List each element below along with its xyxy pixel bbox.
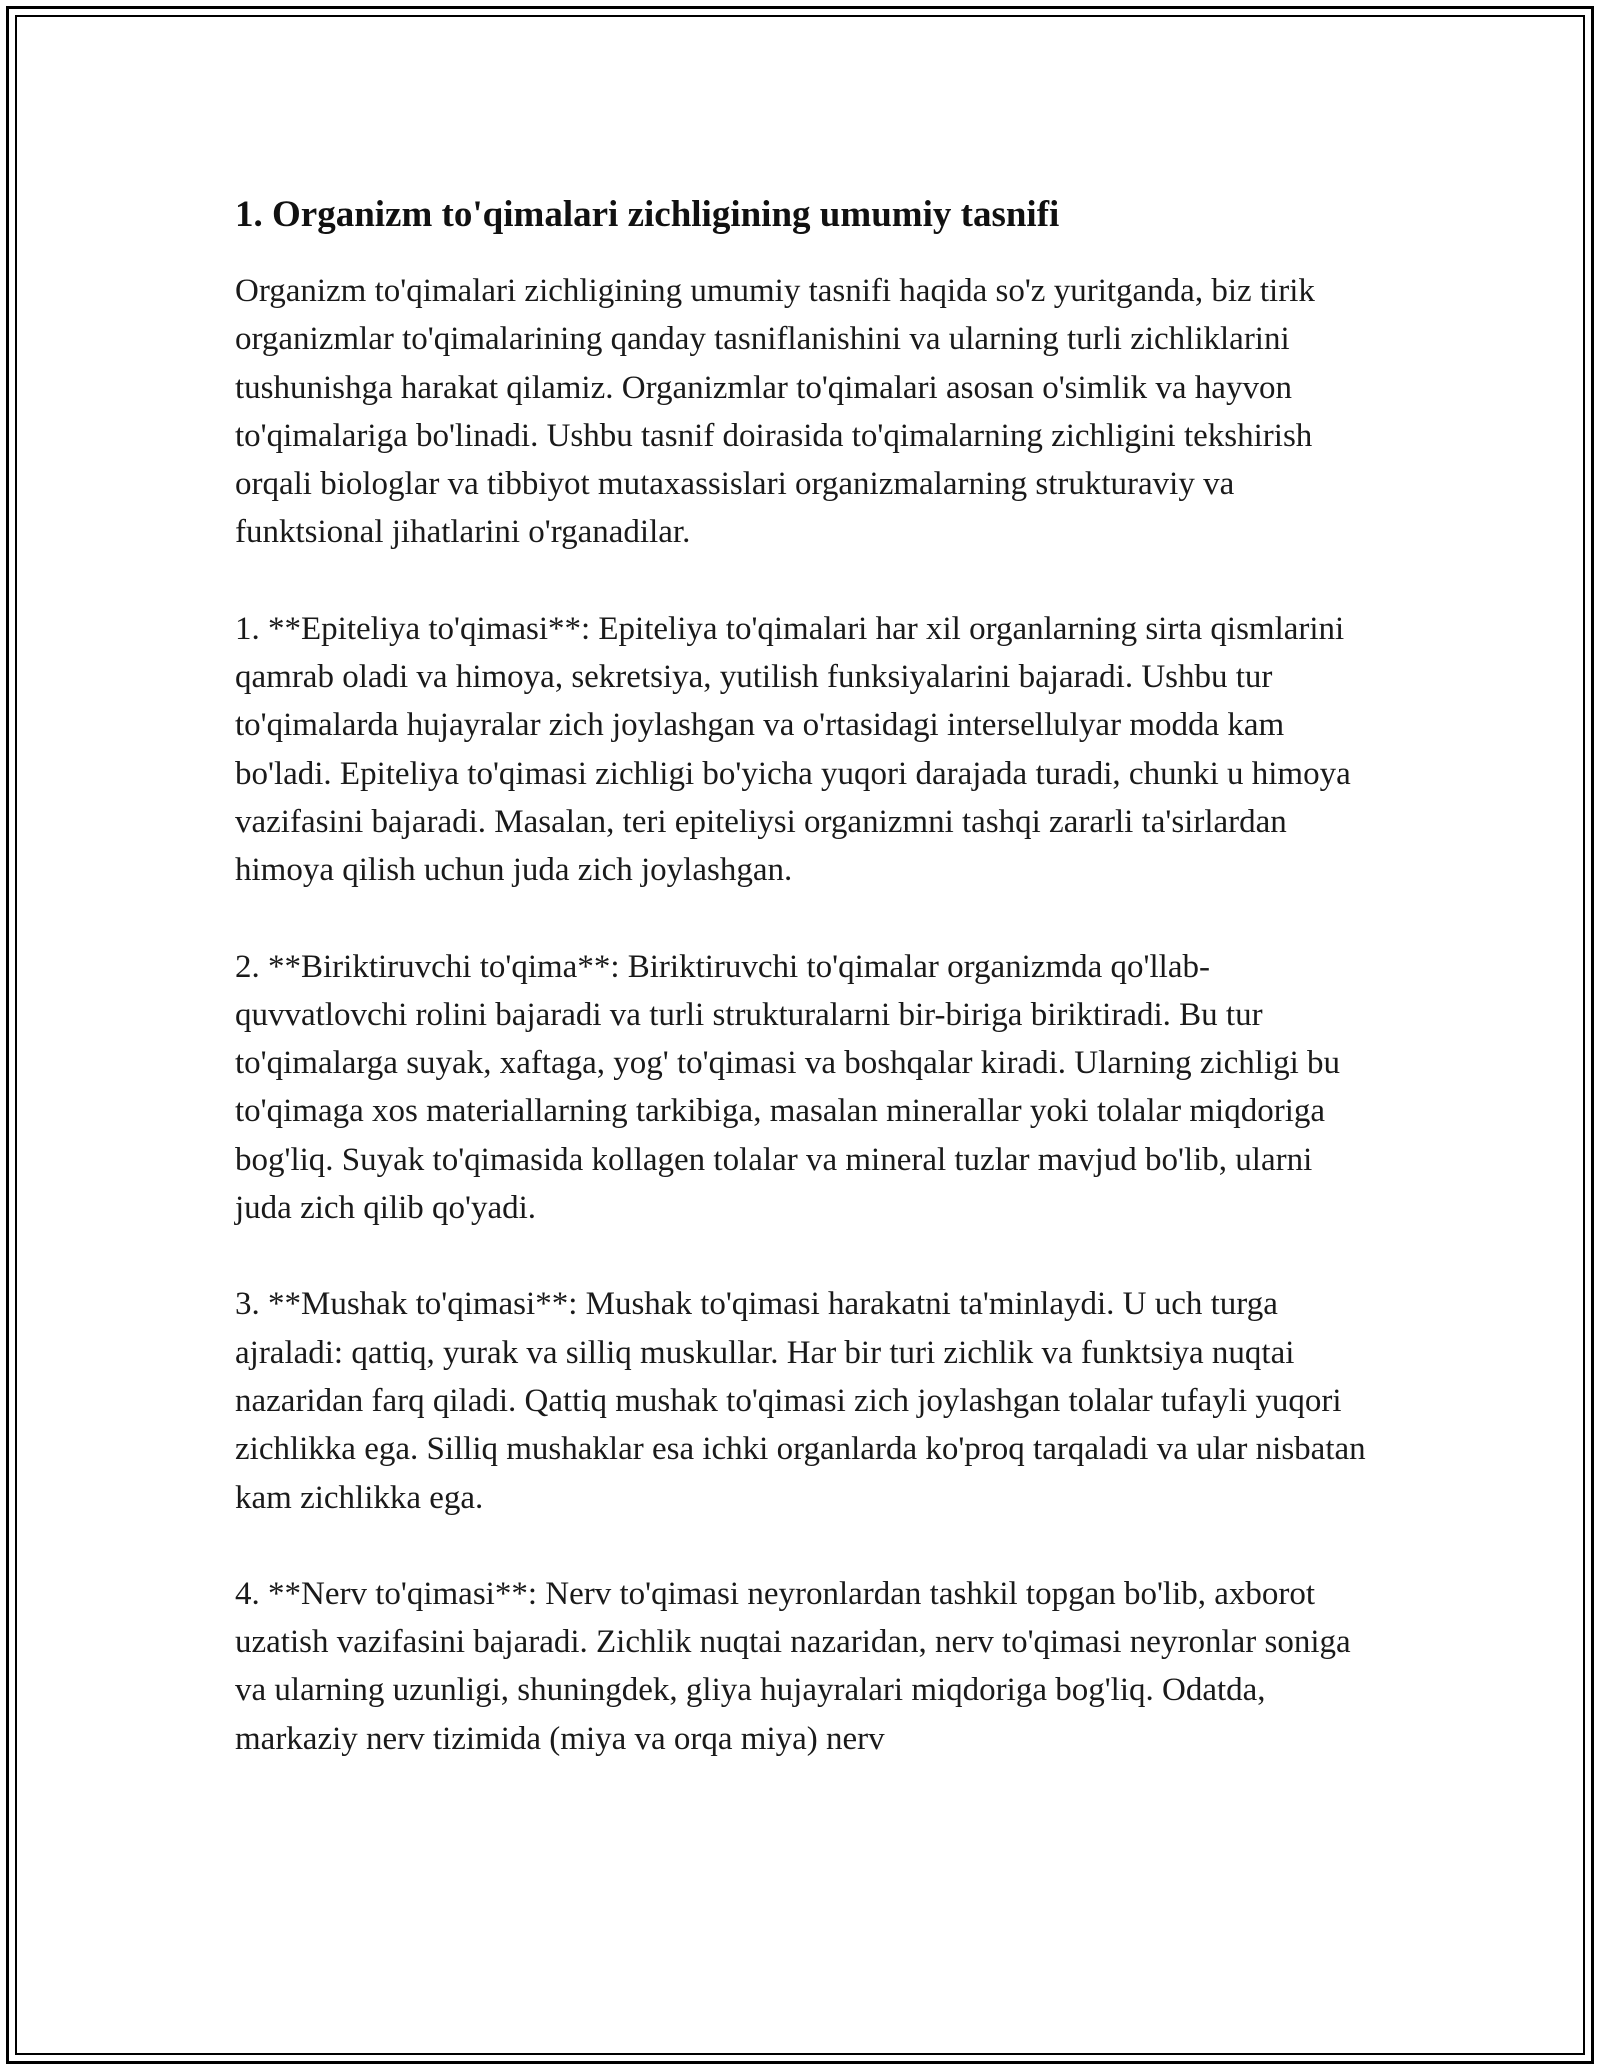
section-heading: 1. Organizm to'qimalari zichligining umumiy tasnifi [235,194,1060,235]
muscle-tissue-paragraph: 3. **Mushak to'qimasi**: Mushak to'qimasi harakatni ta'minlaydi. U uch turga ajraladi: qattiq, yurak va silliq muskullar. Har bir turi zichlik va funktsiya nuqtai nazaridan farq qiladi. Qattiq mushak to'qimasi zich joylashgan tolalar tufayli yuqori zichlikka ega. Silliq mushaklar esa ichki organlarda ko'proq tarqaladi va ular nisbatan kam zichlikka ega. [235,1286,1366,1516]
epithelial-tissue-paragraph: 1. **Epiteliya to'qimasi**: Epiteliya to'qimalari har xil organlarning sirta qismlarini qamrab oladi va himoya, sekretsiya, yutilish funksiyalarini bajaradi. Ushbu tur to'qimalarda hujayralar zich joylashgan va o'rtasidagi intersellulyar modda kam bo'ladi. Epiteliya to'qimasi zichligi bo'yicha yuqori darajada turadi, chunki u himoya vazifasini bajaradi. Masalan, teri epiteliysi organizmni tashqi zararli ta'sirlardan himoya qilish uchun juda zich joylashgan. [235,610,1351,889]
document-body [235,185,1375,1811]
connective-tissue-paragraph: 2. **Biriktiruvchi to'qima**: Biriktiruvchi to'qimalar organizmda qo'llab-quvvatlovchi rolini bajaradi va turli strukturalarni bir-biriga biriktiradi. Bu tur to'qimalarga suyak, xaftaga, yog' to'qimasi va boshqalar kiradi. Ularning zichligi bu to'qimaga xos materiallarning tarkibiga, masalan minerallar yoki tolalar miqdoriga bog'liq. Suyak to'qimasida kollagen tolalar va mineral tuzlar mavjud bo'lib, ularni juda zich qilib qo'yadi. [235,948,1341,1227]
intro-paragraph: Organizm to'qimalari zichligining umumiy tasnifi haqida so'z yuritganda, biz tirik organizmlar to'qimalarining qanday tasniflanishini va ularning turli zichliklarini tushunishga harakat qilamiz. Organizmlar to'qimalari asosan o'simlik va hayvon to'qimalariga bo'linadi. Ushbu tasnif doirasida to'qimalarning zichligini tekshirish orqali biologlar va tibbiyot mutaxassislari organizmalarning strukturaviy va funktsional jihatlarini o'rganadilar. [235,273,1315,551]
nerve-tissue-paragraph: 4. **Nerv to'qimasi**: Nerv to'qimasi neyronlardan tashkil topgan bo'lib, axborot uzatish vazifasini bajaradi. Zichlik nuqtai nazaridan, nerv to'qimasi neyronlar soniga va ularning uzunligi, shuningdek, gliya hujayralari miqdoriga bog'liq. Odatda, markaziy nerv tizimida (miya va orqa miya) nerv [235,1575,1351,1757]
